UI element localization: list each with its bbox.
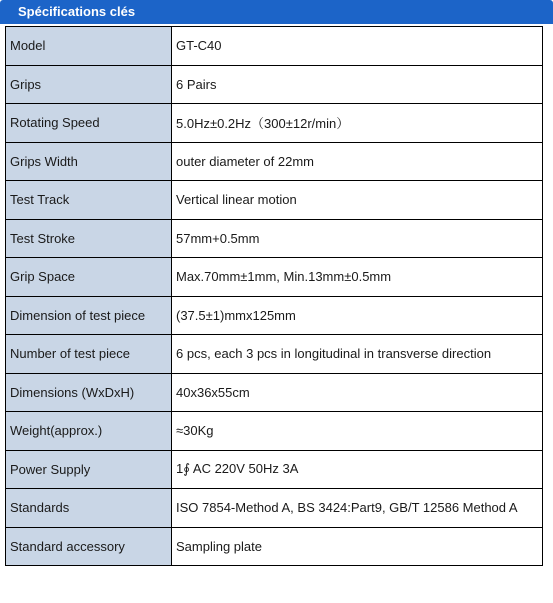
spec-value: Max.70mm±1mm, Min.13mm±0.5mm <box>172 258 543 297</box>
spec-value: GT-C40 <box>172 27 543 66</box>
spec-value: 1∮ AC 220V 50Hz 3A <box>172 450 543 489</box>
spec-value: ≈30Kg <box>172 412 543 451</box>
table-row <box>6 219 543 258</box>
spec-value: 5.0Hz±0.2Hz（300±12r/min） <box>172 104 543 143</box>
table-row <box>6 258 543 297</box>
table-row <box>6 65 543 104</box>
table-row <box>6 335 543 374</box>
spec-value: (37.5±1)mmx125mm <box>172 296 543 335</box>
spec-value: 6 Pairs <box>172 65 543 104</box>
spec-label: Grips Width <box>6 142 172 181</box>
table-row <box>6 527 543 566</box>
spec-label: Rotating Speed <box>6 104 172 143</box>
spec-table <box>5 26 543 566</box>
spec-label: Test Stroke <box>6 219 172 258</box>
spec-label: Model <box>6 27 172 66</box>
spec-label: Grips <box>6 65 172 104</box>
table-row <box>6 27 543 66</box>
spec-label: Test Track <box>6 181 172 220</box>
spec-value: 40x36x55cm <box>172 373 543 412</box>
spec-label: Dimension of test piece <box>6 296 172 335</box>
section-title: Spécifications clés <box>0 0 553 24</box>
table-row <box>6 489 543 528</box>
spec-label: Standards <box>6 489 172 528</box>
spec-label: Power Supply <box>6 450 172 489</box>
spec-label: Grip Space <box>6 258 172 297</box>
spec-label: Standard accessory <box>6 527 172 566</box>
spec-label: Dimensions (WxDxH) <box>6 373 172 412</box>
spec-label: Number of test piece <box>6 335 172 374</box>
table-row <box>6 296 543 335</box>
table-row <box>6 104 543 143</box>
spec-label: Weight(approx.) <box>6 412 172 451</box>
spec-value: 6 pcs, each 3 pcs in longitudinal in transverse direction <box>172 335 543 374</box>
table-row <box>6 181 543 220</box>
spec-value: Sampling plate <box>172 527 543 566</box>
table-row <box>6 373 543 412</box>
spec-value: outer diameter of 22mm <box>172 142 543 181</box>
table-row <box>6 412 543 451</box>
spec-value: 57mm+0.5mm <box>172 219 543 258</box>
table-row <box>6 142 543 181</box>
spec-value: Vertical linear motion <box>172 181 543 220</box>
spec-value: ISO 7854-Method A, BS 3424:Part9, GB/T 12586 Method A <box>172 489 543 528</box>
table-row <box>6 450 543 489</box>
